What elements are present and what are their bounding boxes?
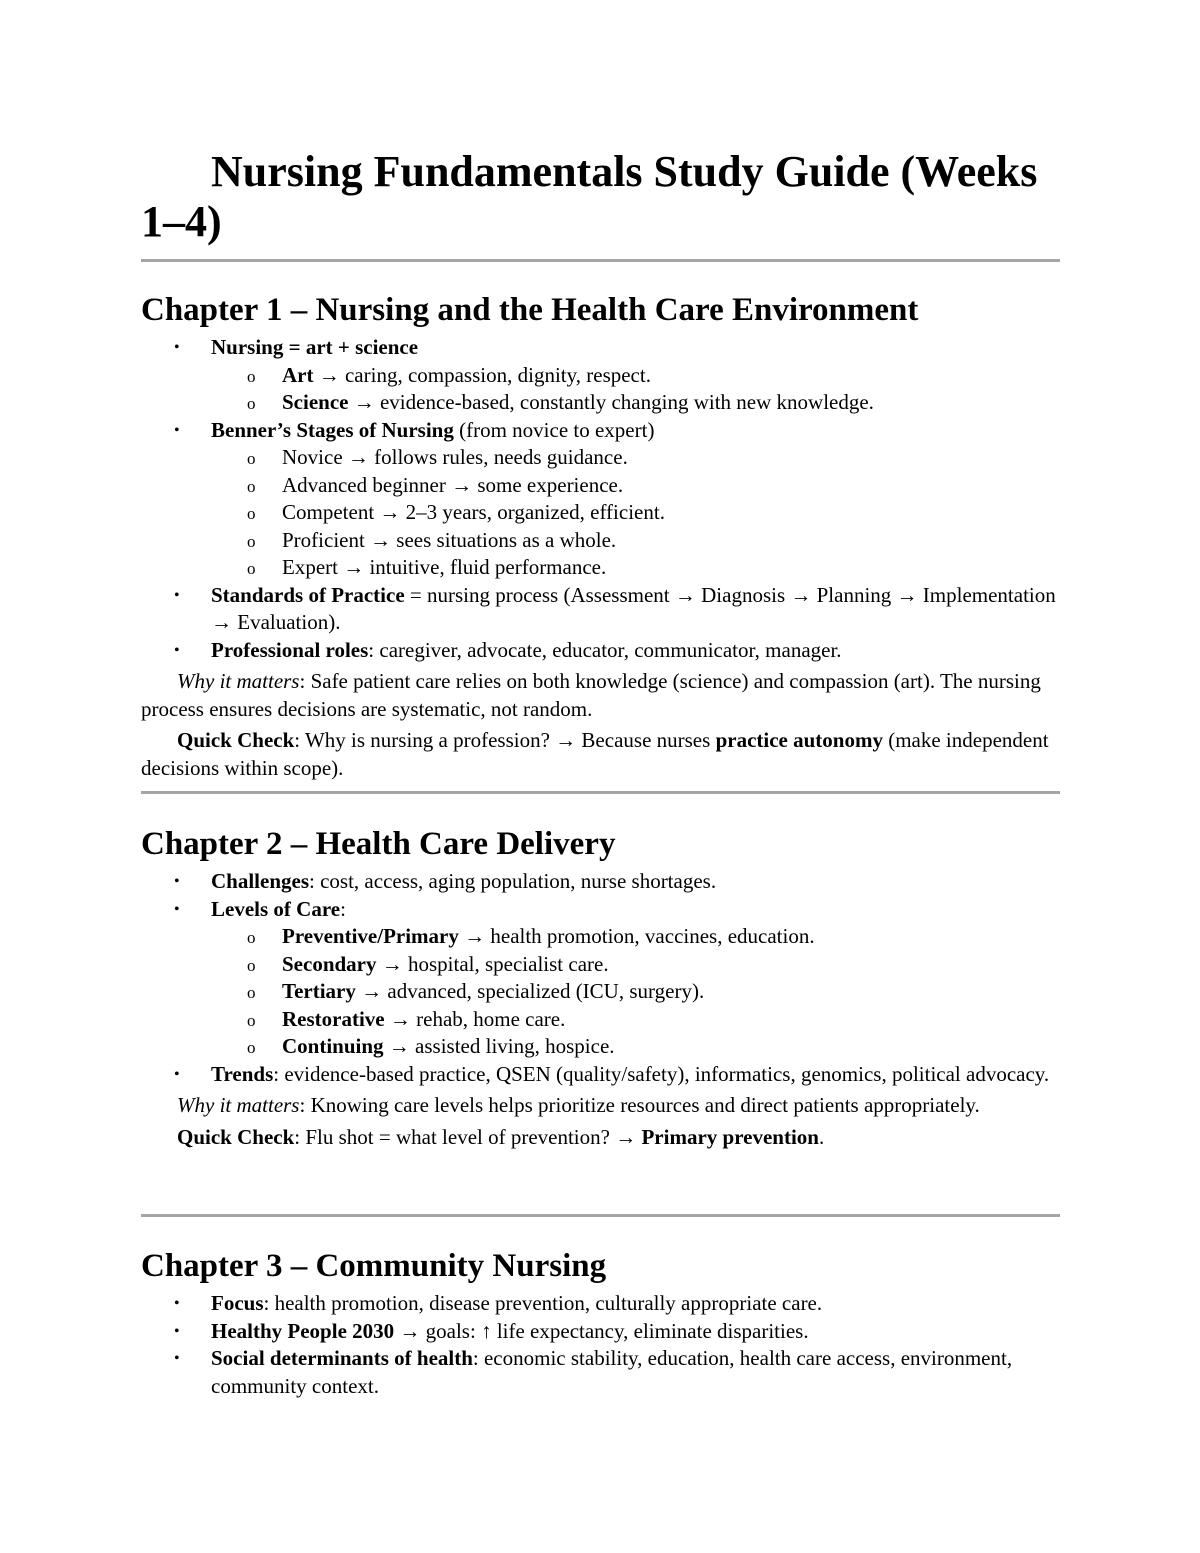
definition: → health promotion, vaccines, education. (458, 924, 815, 948)
term: Preventive/Primary (282, 924, 459, 948)
chapter-1-section (141, 290, 1071, 782)
chapter-1-heading: Chapter 1 – Nursing and the Health Care Environment (141, 292, 919, 328)
term: Secondary (282, 951, 377, 976)
sub-bullet-marker: o (247, 476, 256, 496)
definition: : caregiver, advocate, educator, communicator, manager. (368, 637, 842, 662)
sub-bullet-marker: o (247, 955, 256, 975)
sub-bullet-marker: o (247, 1010, 256, 1030)
term: Art (282, 362, 314, 387)
list-item (141, 637, 1071, 665)
definition: : health promotion, disease prevention, culturally appropriate care. (263, 1291, 823, 1315)
list-item (141, 1318, 1071, 1346)
definition: → goals: ↑ life expectancy, eliminate disparities. (394, 1318, 809, 1343)
bullet-marker: • (174, 900, 180, 918)
quick-check-answer: practice autonomy (715, 728, 883, 752)
definition: → rehab, home care. (384, 1006, 566, 1031)
list-item (141, 1061, 1071, 1089)
stage-text: Novice → follows rules, needs guidance. (282, 445, 628, 469)
stage-text: Proficient → sees situations as a whole. (282, 527, 617, 552)
sub-bullet-marker: o (247, 983, 256, 1002)
definition: → assisted living, hospice. (383, 1034, 615, 1058)
sub-bullet-marker: o (247, 928, 256, 947)
definition: : evidence-based practice, QSEN (quality/safety), informatics, genomics, political advocacy. (273, 1061, 1050, 1086)
page-title: Nursing Fundamentals Study Guide (Weeks 1–4) (141, 147, 1038, 246)
sub-list (211, 444, 1071, 582)
term: Healthy People 2030 (211, 1318, 395, 1343)
sub-list-item (141, 554, 1071, 582)
sub-bullet-marker: o (247, 559, 256, 578)
list-item (141, 1345, 1071, 1400)
sub-bullet-marker: o (247, 504, 256, 523)
sub-list (211, 923, 1071, 1061)
why-text: : Knowing care levels helps prioritize resources and direct patients appropriately. (299, 1093, 980, 1117)
bullet-marker: • (174, 641, 180, 659)
bullet-marker: • (174, 586, 180, 604)
chapter-3-heading: Chapter 3 – Community Nursing (141, 1248, 607, 1284)
definition: → hospital, specialist care. (376, 951, 609, 976)
term: Levels of Care (211, 896, 341, 921)
term: Restorative (282, 1006, 385, 1031)
bullet-marker: • (174, 1065, 180, 1083)
term: Professional roles (211, 637, 369, 662)
chapter-3-section (141, 1246, 1071, 1400)
term: Science (282, 390, 349, 414)
why-label: Why it matters (177, 1093, 300, 1117)
sub-list-item (141, 978, 1071, 1006)
chapter-2-heading: Chapter 2 – Health Care Delivery (141, 826, 616, 862)
quick-check-question: : Why is nursing a profession? → Because nurses (294, 728, 716, 752)
sub-list-item (141, 389, 1071, 417)
definition: : cost, access, aging population, nurse shortages. (309, 869, 717, 893)
sub-list-item (141, 362, 1071, 390)
term: Nursing = art + science (211, 335, 419, 359)
term: Benner’s Stages of Nursing (211, 417, 454, 442)
stage-text: Expert → intuitive, fluid performance. (282, 555, 607, 579)
why-text: : Safe patient care relies on both knowledge (science) and compassion (art). The nursing process ensures decisions are systematic, not random. (141, 669, 1041, 721)
quick-check-tail: (make independent decisions within scope). (141, 728, 1049, 780)
chapter-1-bullet-list (141, 334, 1071, 664)
sub-list (211, 362, 1071, 417)
bullet-marker: • (174, 1322, 180, 1340)
quick-check-tail: . (818, 1124, 825, 1149)
bullet-marker: • (174, 873, 180, 890)
sub-bullet-marker: o (247, 449, 256, 468)
quick-check-label: Quick Check (177, 1124, 295, 1149)
sub-list-item (141, 472, 1071, 500)
definition: → caring, compassion, dignity, respect. (313, 362, 651, 387)
quick-check-paragraph (141, 1124, 1071, 1152)
section-divider (141, 259, 1060, 262)
sub-list-item (141, 444, 1071, 472)
stage-text: Competent → 2–3 years, organized, efficient. (282, 500, 665, 524)
list-item (141, 417, 1071, 582)
term: Tertiary (282, 979, 356, 1003)
term: Focus (211, 1291, 264, 1315)
sub-bullet-marker: o (247, 366, 256, 386)
chapter-2-section (141, 824, 1071, 1151)
sub-list-item (141, 951, 1071, 979)
sub-list-item (141, 527, 1071, 555)
sub-list-item (141, 1033, 1071, 1061)
chapter-3-bullet-list (141, 1290, 1071, 1400)
list-item (141, 896, 1071, 1061)
list-item (141, 582, 1071, 637)
definition: = nursing process (Assessment → Diagnosis → Planning → Implementation → Evaluation). (211, 582, 1056, 634)
sub-list-item (141, 499, 1071, 527)
definition: : (340, 896, 346, 921)
list-item (141, 334, 1071, 417)
term: Standards of Practice (211, 582, 405, 607)
term: Continuing (282, 1034, 384, 1058)
term: Social determinants of health (211, 1346, 473, 1370)
section-divider (141, 791, 1060, 794)
section-divider (141, 1214, 1060, 1217)
list-item (141, 1290, 1071, 1318)
definition: : economic stability, education, health care access, environment, community context. (211, 1346, 1013, 1398)
quick-check-question: : Flu shot = what level of prevention? → (294, 1124, 642, 1149)
bullet-marker: • (174, 421, 180, 439)
sub-list-item (141, 1006, 1071, 1034)
why-it-matters-paragraph (141, 668, 1071, 723)
list-item (141, 868, 1071, 896)
bullet-marker: • (174, 339, 180, 356)
sub-bullet-marker: o (247, 1038, 256, 1057)
why-label: Why it matters (177, 669, 300, 693)
definition: → evidence-based, constantly changing with new knowledge. (348, 390, 874, 414)
chapter-2-bullet-list (141, 868, 1071, 1088)
quick-check-answer: Primary prevention (641, 1124, 819, 1149)
definition: → advanced, specialized (ICU, surgery). (355, 979, 705, 1003)
definition: (from novice to expert) (453, 417, 655, 442)
term: Trends (211, 1061, 274, 1086)
bullet-marker: • (174, 1295, 180, 1312)
term: Challenges (211, 869, 310, 893)
sub-list-item (141, 923, 1071, 951)
quick-check-label: Quick Check (177, 728, 295, 752)
sub-bullet-marker: o (247, 531, 256, 551)
stage-text: Advanced beginner → some experience. (282, 472, 624, 497)
why-it-matters-paragraph (141, 1092, 1071, 1120)
bullet-marker: • (174, 1350, 180, 1367)
sub-bullet-marker: o (247, 394, 256, 413)
quick-check-paragraph (141, 727, 1071, 782)
